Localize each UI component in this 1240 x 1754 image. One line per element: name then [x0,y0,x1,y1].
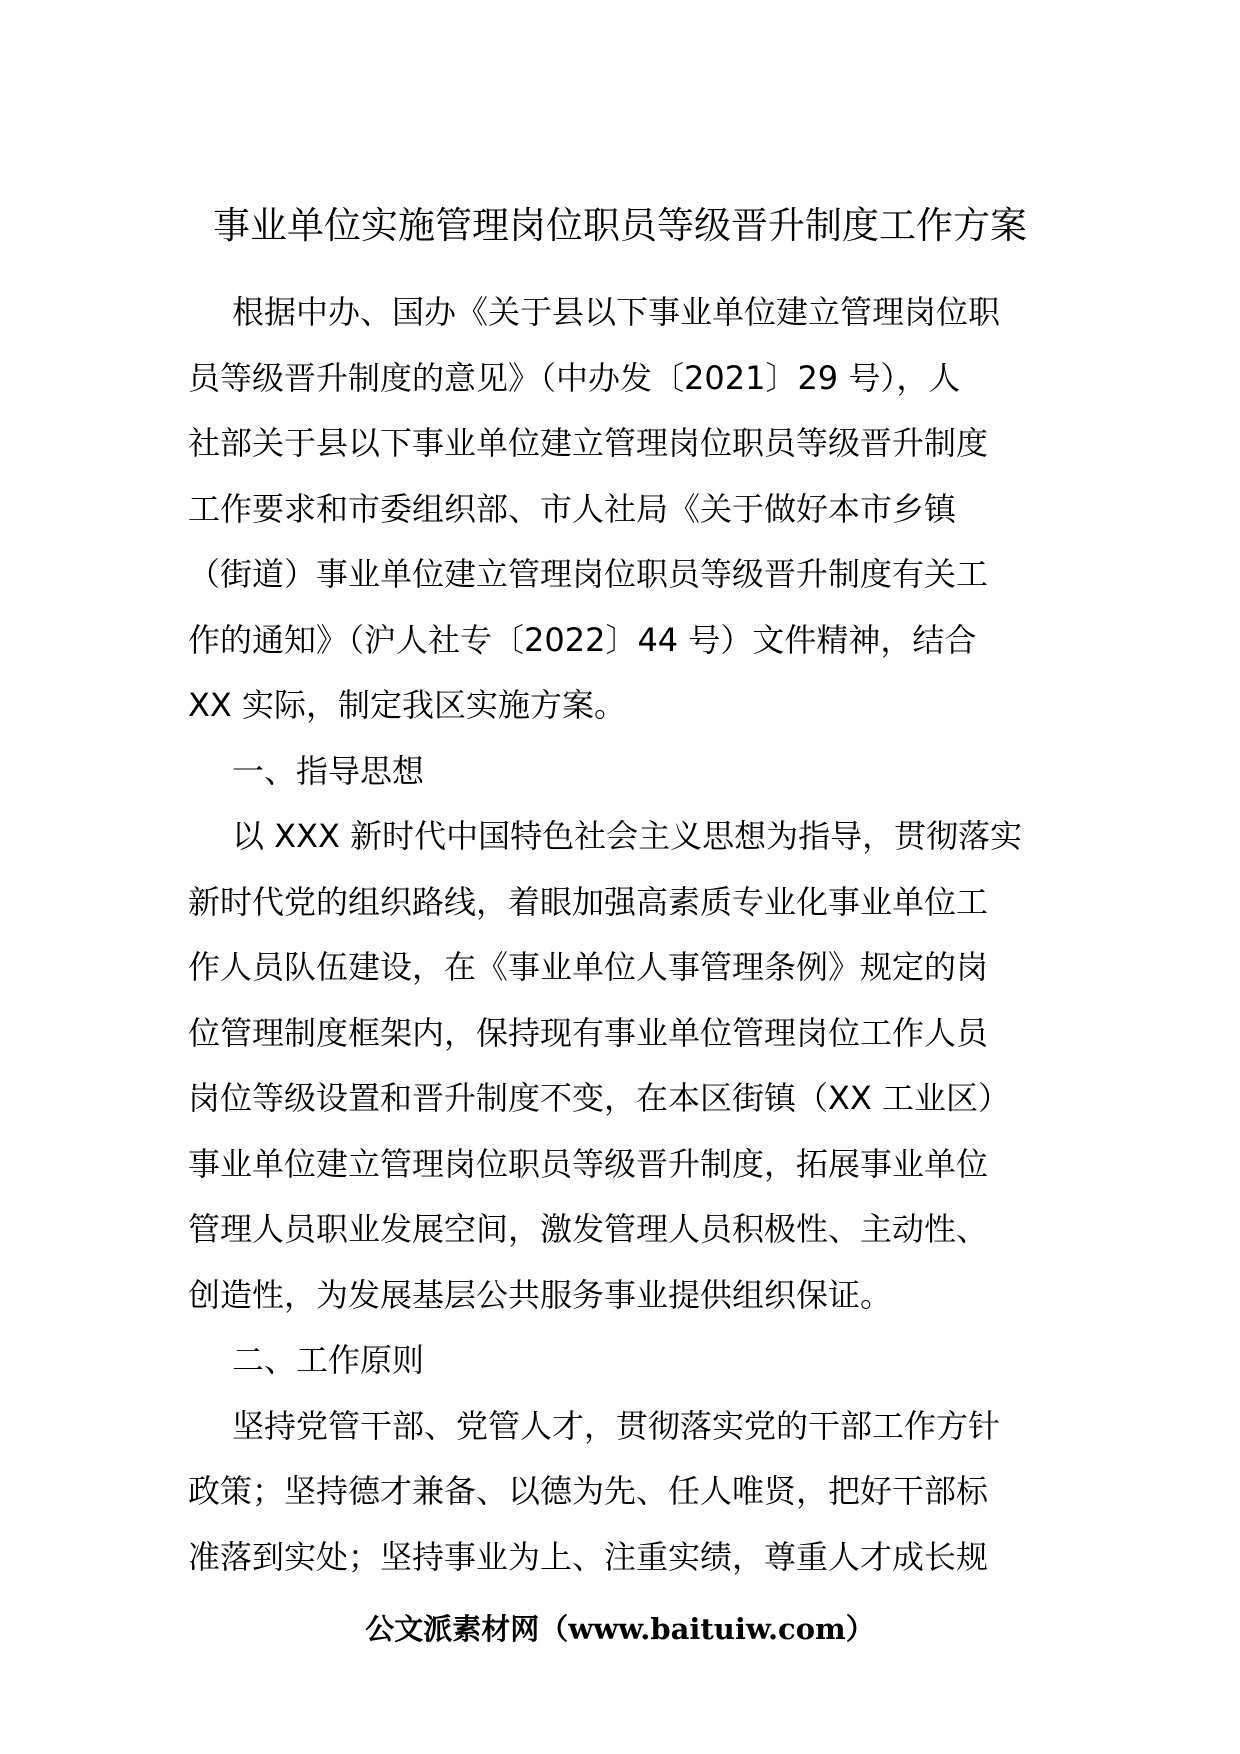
paragraph-line: 政策；坚持德才兼备、以德为先、任人唯贤，把好干部标 [188,1472,989,1510]
paragraph-line: 以 XXX 新时代中国特色社会主义思想为指导，贯彻落实 [232,817,1023,855]
document-body [188,280,1048,1590]
paragraph-line: 根据中办、国办《关于县以下事业单位建立管理岗位职 [232,293,1001,331]
section-heading: 二、工作原则 [232,1341,425,1379]
paragraph-line: XX 实际，制定我区实施方案。 [188,686,627,724]
paragraph-line: 作人员队伍建设，在《事业单位人事管理条例》规定的岗 [188,948,989,986]
section-heading: 一、指导思想 [232,751,425,790]
paragraph-line: 社部关于县以下事业单位建立管理岗位职员等级晋升制度 [188,424,989,462]
paragraph-line: 准落到实处；坚持事业为上、注重实绩，尊重人才成长规 [188,1537,989,1576]
paragraph-line: 作的通知》（沪人社专〔2022〕44 号）文件精神，结合 [188,620,977,659]
paragraph-line: 创造性，为发展基层公共服务事业提供组织保证。 [188,1275,893,1314]
paragraph-line: （街道）事业单位建立管理岗位职员等级晋升制度有关工 [188,555,989,593]
paragraph-line: 工作要求和市委组织部、市人社局《关于做好本市乡镇 [188,489,957,528]
paragraph-line: 位管理制度框架内，保持现有事业单位管理岗位工作人员 [188,1013,989,1052]
footer-watermark: 公文派素材网（www.baituiw.com） [365,1612,875,1646]
paragraph-line: 事业单位建立管理岗位职员等级晋升制度，拓展事业单位 [188,1144,989,1183]
paragraph-line: 员等级晋升制度的意见》（中办发〔2021〕29 号），人 [188,358,961,397]
paragraph-line: 坚持党管干部、党管人才，贯彻落实党的干部工作方针 [232,1406,1001,1445]
paragraph-line: 岗位等级设置和晋升制度不变，在本区街镇（XX 工业区） [188,1079,1011,1117]
document-title: 事业单位实施管理岗位职员等级晋升制度工作方案 [213,204,1027,247]
paragraph-line: 新时代党的组织路线，着眼加强高素质专业化事业单位工 [188,882,989,921]
paragraph-line: 管理人员职业发展空间，激发管理人员积极性、主动性、 [188,1210,989,1248]
